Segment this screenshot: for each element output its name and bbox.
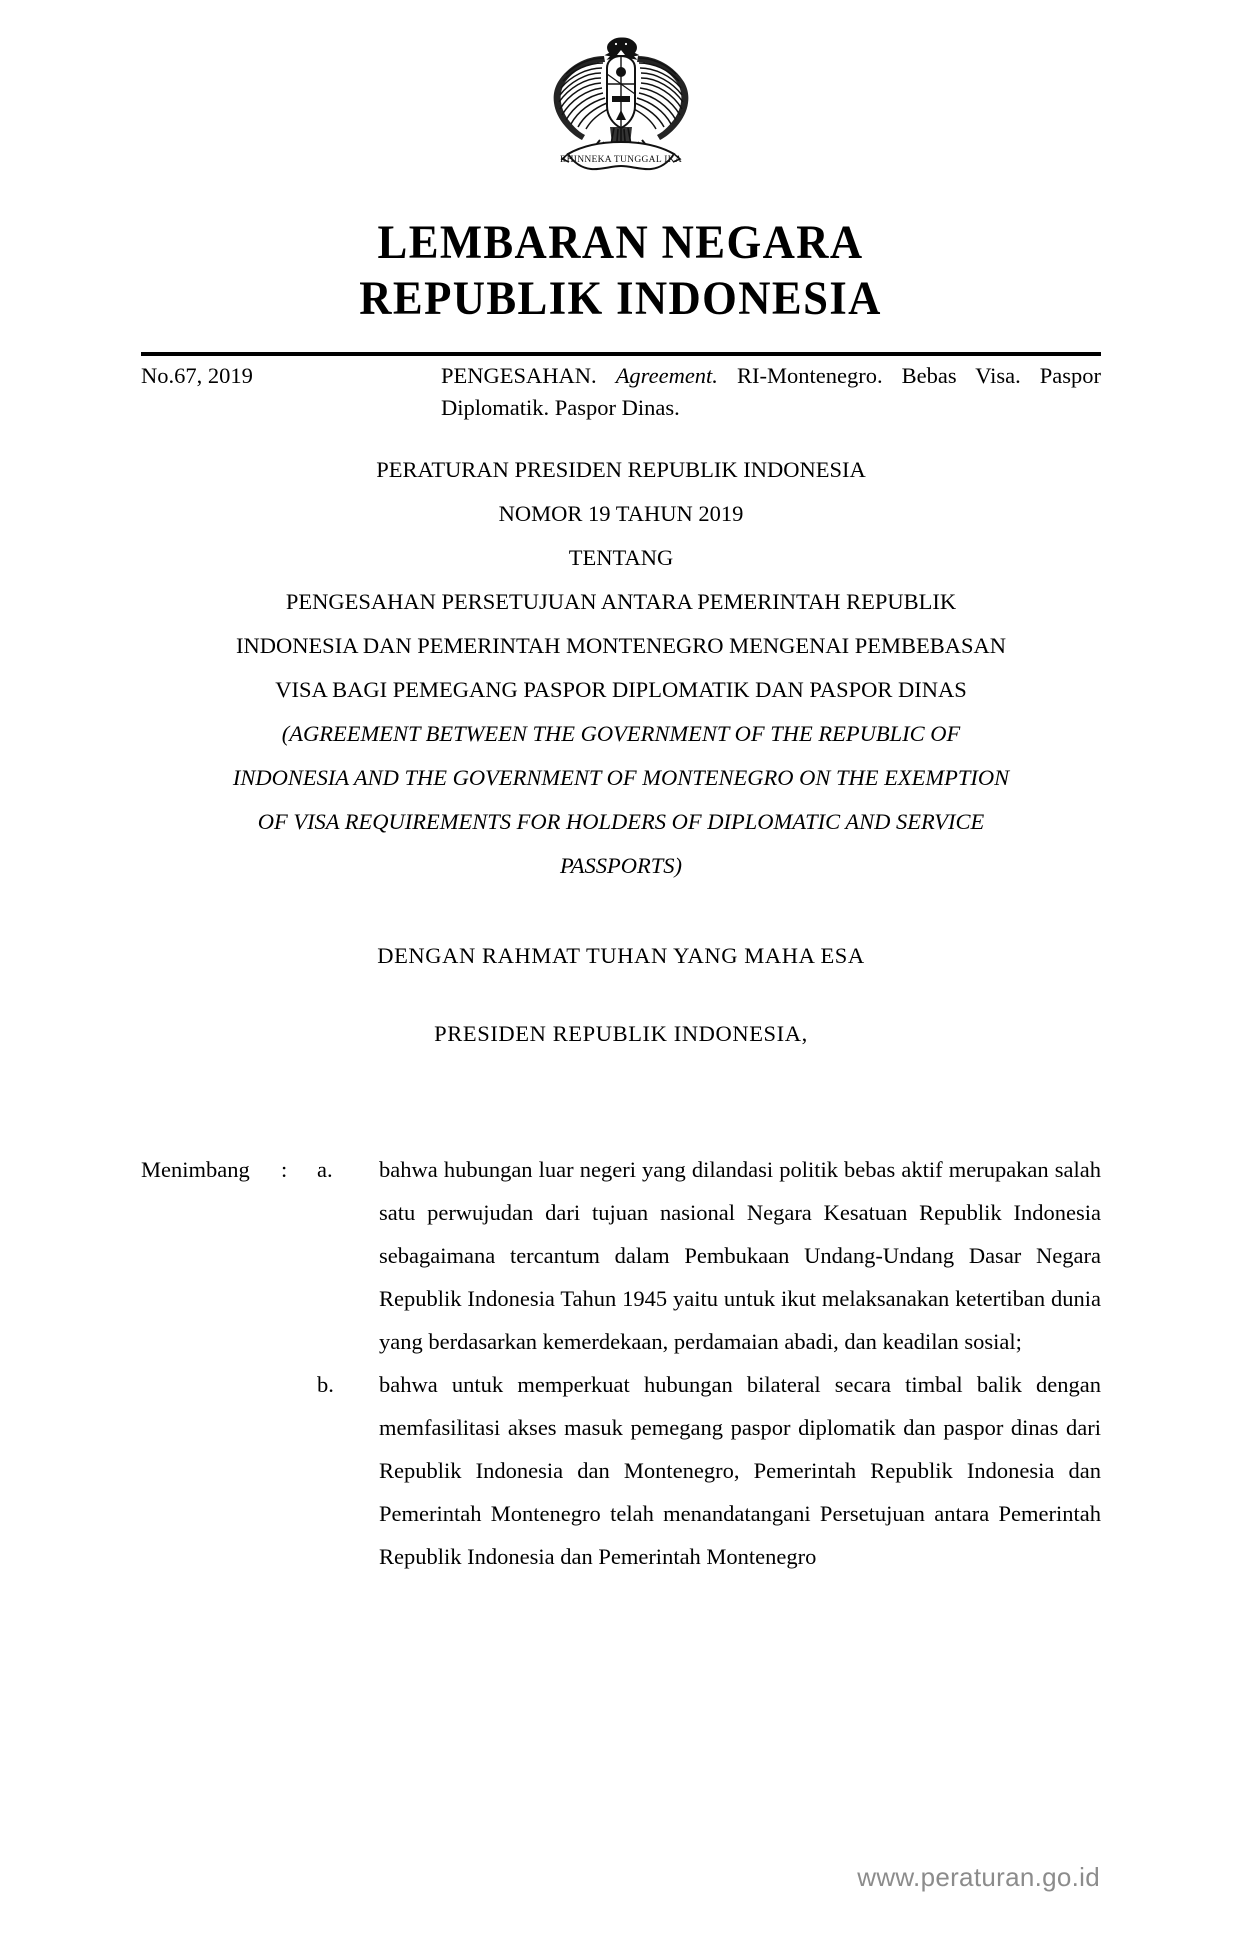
title-block	[141, 448, 1101, 888]
gazette-subject	[441, 360, 1101, 424]
masthead	[43, 215, 1197, 327]
gazette-subject-prefix: PENGESAHAN.	[441, 363, 597, 388]
considerations-colon: :	[281, 1157, 288, 1182]
gazette-header	[141, 360, 1101, 424]
gazette-subject-italic: Agreement.	[615, 363, 718, 388]
masthead-divider	[141, 352, 1101, 356]
footer-watermark: www.peraturan.go.id	[857, 1862, 1100, 1892]
garuda-pancasila-emblem	[0, 28, 1241, 193]
indonesian-title-line-1: PENGESAHAN PERSETUJUAN ANTARA PEMERINTAH REPUBLIK	[285, 589, 957, 614]
masthead-line-2: REPUBLIK INDONESIA	[359, 272, 882, 325]
considerations-label: Menimbang	[141, 1157, 250, 1182]
regulation-number: NOMOR 19 TAHUN 2019	[498, 501, 744, 526]
indonesian-title-line-2: INDONESIA DAN PEMERINTAH MONTENEGRO MENGENAI PEMBEBASAN	[235, 633, 1007, 658]
english-title-line-3: OF VISA REQUIREMENTS FOR HOLDERS OF DIPLOMATIC AND SERVICE	[257, 809, 985, 834]
english-title-line-1: (AGREEMENT BETWEEN THE GOVERNMENT OF THE REPUBLIC OF	[281, 721, 961, 746]
regulation-type: PERATURAN PRESIDEN REPUBLIK INDONESIA	[376, 457, 866, 482]
signatory-line: PRESIDEN REPUBLIK INDONESIA,	[434, 1021, 808, 1046]
considerations-section	[141, 1148, 1101, 1578]
consideration-item-b	[141, 1363, 1101, 1578]
consideration-marker-b: b.	[317, 1372, 334, 1397]
english-title-line-2: INDONESIA AND THE GOVERNMENT OF MONTENEGRO ON THE EXEMPTION	[232, 765, 1010, 790]
gazette-number: No.67, 2019	[141, 363, 253, 388]
english-title-line-4: PASSPORTS)	[559, 853, 683, 878]
consideration-item-a	[141, 1148, 1101, 1363]
indonesian-title-line-3: VISA BAGI PEMEGANG PASPOR DIPLOMATIK DAN PASPOR DINAS	[275, 677, 967, 702]
gazette-subject-rest: RI-Montenegro. Bebas Visa. Paspor Diplomatik. Paspor Dinas.	[441, 363, 1102, 420]
masthead-line-1: LEMBARAN NEGARA	[377, 216, 864, 269]
invocation-line: DENGAN RAHMAT TUHAN YANG MAHA ESA	[377, 943, 865, 968]
consideration-text-b: bahwa untuk memperkuat hubungan bilateral secara timbal balik dengan memfasilitasi akses masuk pemegang paspor diplomatik dan paspor dinas dari Republik Indonesia dan Montenegro, Pemerintah Republik Indonesia dan Pemerintah Montenegro telah menandatangani Persetujuan antara Pemerintah Republik Indonesia dan Pemerintah Montenegro	[379, 1372, 1101, 1569]
consideration-text-a: bahwa hubungan luar negeri yang dilandasi politik bebas aktif merupakan salah satu perwujudan dari tujuan nasional Negara Kesatuan Republik Indonesia sebagaimana tercantum dalam Pembukaan Undang-Undang Dasar Negara Republik Indonesia Tahun 1945 yaitu untuk ikut melaksanakan ketertiban dunia yang berdasarkan kemerdekaan, perdamaian abadi, dan keadilan sosial;	[379, 1157, 1101, 1354]
svg-text:BHINNEKA TUNGGAL IKA: BHINNEKA TUNGGAL IKA	[559, 155, 682, 165]
regulation-about: TENTANG	[568, 545, 674, 570]
consideration-marker-a: a.	[317, 1157, 333, 1182]
